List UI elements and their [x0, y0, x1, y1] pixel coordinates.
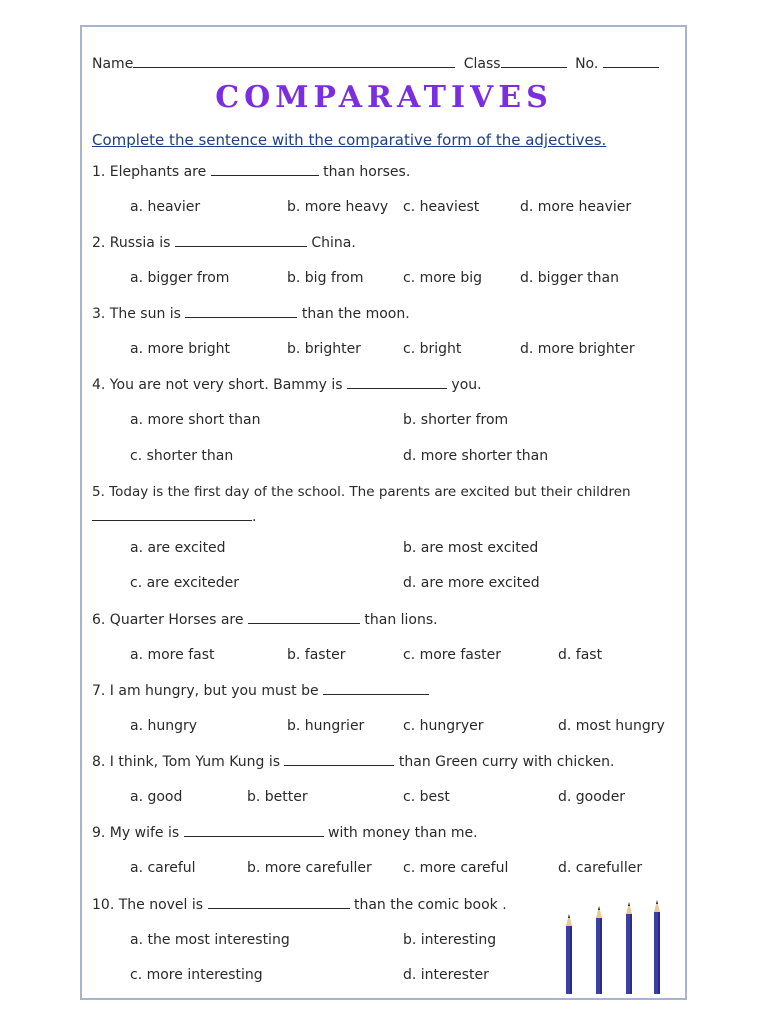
pencil-icon [626, 902, 632, 994]
option-b[interactable]: b. better [247, 789, 308, 805]
option-c[interactable]: c. more interesting [130, 967, 263, 983]
option-d[interactable]: d. gooder [558, 789, 626, 805]
option-a[interactable]: a. more fast [130, 647, 215, 663]
option-d[interactable]: d. most hungry [558, 718, 665, 734]
answer-blank[interactable] [211, 162, 319, 176]
option-b[interactable]: b. are most excited [403, 540, 539, 556]
question-text-end: . [252, 509, 257, 525]
option-c[interactable]: c. are exciteder [130, 575, 240, 591]
question-8 [92, 752, 614, 771]
option-a[interactable]: a. are excited [130, 540, 226, 556]
option-a[interactable]: a. more short than [130, 412, 261, 428]
question-text: 2. Russia is [92, 235, 171, 251]
option-c[interactable]: c. shorter than [130, 448, 234, 464]
question-4 [92, 375, 482, 394]
question-text: 3. The sun is [92, 306, 181, 322]
option-c[interactable]: c. more big [403, 270, 482, 286]
answer-blank[interactable] [347, 375, 447, 389]
option-d[interactable]: d. more shorter than [403, 448, 549, 464]
question-text-end: than the comic book . [353, 897, 507, 913]
option-a[interactable]: a. bigger from [130, 270, 230, 286]
question-5: 5. Today is the first day of the school. The parents are excited but their children [92, 484, 631, 500]
answer-blank[interactable] [92, 507, 252, 521]
answer-blank[interactable] [323, 681, 429, 695]
question-5-line-2 [92, 507, 256, 526]
question-text-end: than horses. [323, 164, 411, 180]
question-text-end: you. [451, 377, 482, 393]
option-a[interactable]: a. good [130, 789, 183, 805]
answer-blank[interactable] [208, 895, 350, 909]
question-3 [92, 304, 410, 323]
option-c[interactable]: c. hungryer [403, 718, 484, 734]
option-a[interactable]: a. careful [130, 860, 196, 876]
question-text-end: than the moon. [301, 306, 410, 322]
question-text-end: than lions. [364, 612, 438, 628]
question-text: 1. Elephants are [92, 164, 207, 180]
question-1 [92, 162, 410, 181]
question-text: 6. Quarter Horses are [92, 612, 244, 628]
option-b[interactable]: b. big from [287, 270, 364, 286]
option-c[interactable]: c. more careful [403, 860, 509, 876]
option-c[interactable]: c. best [403, 789, 450, 805]
question-text: 9. My wife is [92, 825, 180, 841]
option-c[interactable]: c. bright [403, 341, 462, 357]
answer-blank[interactable] [175, 233, 307, 247]
question-2 [92, 233, 356, 252]
worksheet-title: COMPARATIVES [215, 80, 553, 115]
question-7 [92, 681, 429, 700]
pencils-icon [556, 900, 676, 996]
answer-blank[interactable] [284, 752, 394, 766]
answer-blank[interactable] [184, 823, 324, 837]
option-b[interactable]: b. hungrier [287, 718, 365, 734]
no-label: No. [575, 56, 599, 72]
answer-blank[interactable] [248, 610, 360, 624]
option-b[interactable]: b. brighter [287, 341, 361, 357]
question-text: 10. The novel is [92, 897, 204, 913]
option-b[interactable]: b. faster [287, 647, 346, 663]
option-d[interactable]: d. carefuller [558, 860, 643, 876]
question-9 [92, 823, 478, 842]
question-text-end: than Green curry with chicken. [398, 754, 615, 770]
option-a[interactable]: a. more bright [130, 341, 230, 357]
class-label: Class [463, 56, 501, 72]
option-b[interactable]: b. shorter from [403, 412, 509, 428]
option-c[interactable]: c. more faster [403, 647, 501, 663]
option-d[interactable]: d. more heavier [520, 199, 632, 215]
option-d[interactable]: d. are more excited [403, 575, 540, 591]
option-d[interactable]: d. fast [558, 647, 603, 663]
class-field[interactable] [501, 53, 567, 68]
name-label: Name [92, 56, 134, 72]
pencil-icon [566, 914, 572, 994]
option-c[interactable]: c. heaviest [403, 199, 480, 215]
answer-blank[interactable] [185, 304, 297, 318]
option-b[interactable]: b. interesting [403, 932, 497, 948]
number-field[interactable] [603, 53, 659, 68]
question-6 [92, 610, 438, 629]
option-a[interactable]: a. the most interesting [130, 932, 290, 948]
option-d[interactable]: d. interester [403, 967, 489, 983]
pencil-icon [654, 900, 660, 994]
name-field[interactable] [133, 53, 455, 68]
header-row [92, 53, 659, 73]
option-b[interactable]: b. more carefuller [247, 860, 372, 876]
question-text-end: China. [311, 235, 356, 251]
question-text: 4. You are not very short. Bammy is [92, 377, 343, 393]
option-d[interactable]: d. bigger than [520, 270, 619, 286]
question-text-end: with money than me. [328, 825, 478, 841]
question-text: 7. I am hungry, but you must be [92, 683, 319, 699]
option-b[interactable]: b. more heavy [287, 199, 389, 215]
option-a[interactable]: a. hungry [130, 718, 198, 734]
option-d[interactable]: d. more brighter [520, 341, 635, 357]
question-text: 8. I think, Tom Yum Kung is [92, 754, 281, 770]
instruction-text: Complete the sentence with the comparative form of the adjectives. [92, 131, 607, 149]
option-a[interactable]: a. heavier [130, 199, 201, 215]
question-10 [92, 895, 507, 914]
pencil-icon [596, 906, 602, 994]
